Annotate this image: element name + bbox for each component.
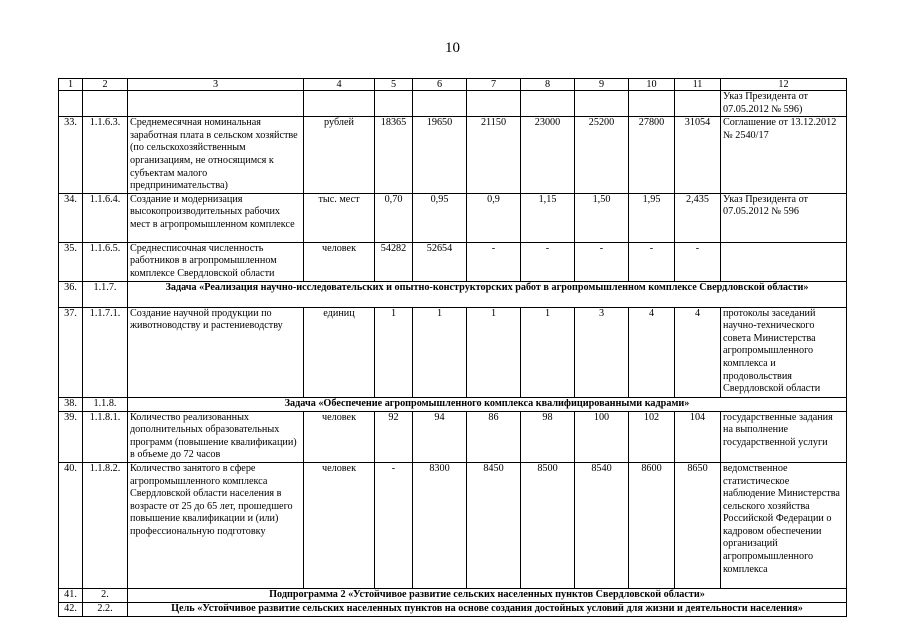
row-code: 1.1.6.5. (83, 242, 128, 281)
unit: тыс. мест (304, 193, 375, 242)
row-number: 38. (59, 397, 83, 411)
row-number (59, 91, 83, 117)
indicator-name: Количество реализованных дополнительных образовательных программ (повышение квалификации) в объеме до 72 часов (128, 411, 304, 462)
value-2014: - (375, 462, 413, 588)
table-row (59, 117, 847, 194)
value-2016: 21150 (467, 117, 521, 194)
value-2020: 104 (675, 411, 721, 462)
value-2019: 27800 (629, 117, 675, 194)
unit: рублей (304, 117, 375, 194)
value-2015: 94 (413, 411, 467, 462)
table-row (59, 462, 847, 588)
value-2015: 52654 (413, 242, 467, 281)
row-number: 41. (59, 588, 83, 602)
row-code: 1.1.6.3. (83, 117, 128, 194)
column-number-row (59, 79, 847, 91)
value-2018: 8540 (575, 462, 629, 588)
row-code: 2.2. (83, 602, 128, 616)
row-code: 1.1.8.1. (83, 411, 128, 462)
column-number: 6 (413, 79, 467, 91)
column-number: 3 (128, 79, 304, 91)
section-title: Задача «Обеспечение агропромышленного комплекса квалифицированными кадрами» (128, 397, 847, 411)
value-2017 (521, 91, 575, 117)
row-code: 1.1.7.1. (83, 307, 128, 397)
section-title: Задача «Реализация научно-исследовательских и опытно-конструкторских работ в агропромышленном комплексе Свердловской области» (128, 281, 847, 307)
value-2019: - (629, 242, 675, 281)
value-2014: 92 (375, 411, 413, 462)
value-2018: 100 (575, 411, 629, 462)
value-2015: 8300 (413, 462, 467, 588)
value-2015: 19650 (413, 117, 467, 194)
value-2019: 4 (629, 307, 675, 397)
column-number: 11 (675, 79, 721, 91)
column-number: 4 (304, 79, 375, 91)
value-2016: - (467, 242, 521, 281)
source-document: Указ Президента от 07.05.2012 № 596) (721, 91, 847, 117)
row-code: 1.1.7. (83, 281, 128, 307)
row-code: 1.1.8.2. (83, 462, 128, 588)
section-title: Подпрограмма 2 «Устойчивое развитие сельских населенных пунктов Свердловской области» (128, 588, 847, 602)
column-number: 9 (575, 79, 629, 91)
value-2014: 0,70 (375, 193, 413, 242)
value-2017: 1,15 (521, 193, 575, 242)
value-2018: 1,50 (575, 193, 629, 242)
row-number: 42. (59, 602, 83, 616)
column-number: 5 (375, 79, 413, 91)
row-number: 40. (59, 462, 83, 588)
unit: человек (304, 462, 375, 588)
column-number: 1 (59, 79, 83, 91)
value-2019: 8600 (629, 462, 675, 588)
value-2014 (375, 91, 413, 117)
value-2019: 102 (629, 411, 675, 462)
source-document: Указ Президента от 07.05.2012 № 596 (721, 193, 847, 242)
table-row (59, 91, 847, 117)
value-2019 (629, 91, 675, 117)
value-2016: 1 (467, 307, 521, 397)
value-2020: - (675, 242, 721, 281)
value-2015 (413, 91, 467, 117)
indicator-name: Количество занятого в сфере агропромышленного комплекса Свердловской области населения в возрасте от 25 до 65 лет, прошедшего повышение квалификации и (или) профессиональную подготовку (128, 462, 304, 588)
value-2014: 18365 (375, 117, 413, 194)
table-row (59, 242, 847, 281)
row-number: 39. (59, 411, 83, 462)
section-row (59, 588, 847, 602)
value-2014: 54282 (375, 242, 413, 281)
row-code: 1.1.8. (83, 397, 128, 411)
row-number: 33. (59, 117, 83, 194)
value-2020: 31054 (675, 117, 721, 194)
value-2018: - (575, 242, 629, 281)
value-2020: 8650 (675, 462, 721, 588)
indicators-table (58, 78, 847, 617)
row-number: 35. (59, 242, 83, 281)
value-2015: 0,95 (413, 193, 467, 242)
table-row (59, 411, 847, 462)
page-number: 10 (445, 40, 460, 56)
row-code (83, 91, 128, 117)
source-document: ведомственное статистическое наблюдение Министерства сельского хозяйства Российской Федерации о кадровом обеспечении организаций агропромышленного комплекса (721, 462, 847, 588)
unit: человек (304, 242, 375, 281)
value-2014: 1 (375, 307, 413, 397)
row-number: 37. (59, 307, 83, 397)
row-number: 36. (59, 281, 83, 307)
indicator-name (128, 91, 304, 117)
column-number: 10 (629, 79, 675, 91)
unit (304, 91, 375, 117)
row-number: 34. (59, 193, 83, 242)
source-document: Соглашение от 13.12.2012 № 2540/17 (721, 117, 847, 194)
section-row (59, 281, 847, 307)
row-code: 1.1.6.4. (83, 193, 128, 242)
section-row (59, 397, 847, 411)
value-2019: 1,95 (629, 193, 675, 242)
section-title: Цель «Устойчивое развитие сельских населенных пунктов на основе создания достойных условий для жизни и деятельности населения» (128, 602, 847, 616)
value-2017: - (521, 242, 575, 281)
value-2016: 8450 (467, 462, 521, 588)
row-code: 2. (83, 588, 128, 602)
column-number: 12 (721, 79, 847, 91)
unit: человек (304, 411, 375, 462)
indicator-name: Среднесписочная численность работников в агропромышленном комплексе Свердловской области (128, 242, 304, 281)
column-number: 2 (83, 79, 128, 91)
value-2016: 86 (467, 411, 521, 462)
table-row (59, 307, 847, 397)
value-2017: 1 (521, 307, 575, 397)
value-2018: 25200 (575, 117, 629, 194)
value-2018 (575, 91, 629, 117)
value-2015: 1 (413, 307, 467, 397)
value-2018: 3 (575, 307, 629, 397)
value-2020: 2,435 (675, 193, 721, 242)
value-2017: 8500 (521, 462, 575, 588)
indicator-name: Создание научной продукции по животноводству и растениеводству (128, 307, 304, 397)
table-row (59, 193, 847, 242)
source-document: государственные задания на выполнение государственной услуги (721, 411, 847, 462)
value-2017: 98 (521, 411, 575, 462)
value-2016: 0,9 (467, 193, 521, 242)
source-document: протоколы заседаний научно-технического совета Министерства агропромышленного комплекса и продовольствия Свердловской области (721, 307, 847, 397)
indicator-name: Среднемесячная номинальная заработная плата в сельском хозяйстве (по сельскохозяйственным организациям, не относящимся к субъектам малого предпринимательства) (128, 117, 304, 194)
value-2017: 23000 (521, 117, 575, 194)
value-2020 (675, 91, 721, 117)
indicator-name: Создание и модернизация высокопроизводительных рабочих мест в агропромышленном комплексе (128, 193, 304, 242)
unit: единиц (304, 307, 375, 397)
value-2020: 4 (675, 307, 721, 397)
value-2016 (467, 91, 521, 117)
column-number: 8 (521, 79, 575, 91)
column-number: 7 (467, 79, 521, 91)
source-document (721, 242, 847, 281)
section-row (59, 602, 847, 616)
